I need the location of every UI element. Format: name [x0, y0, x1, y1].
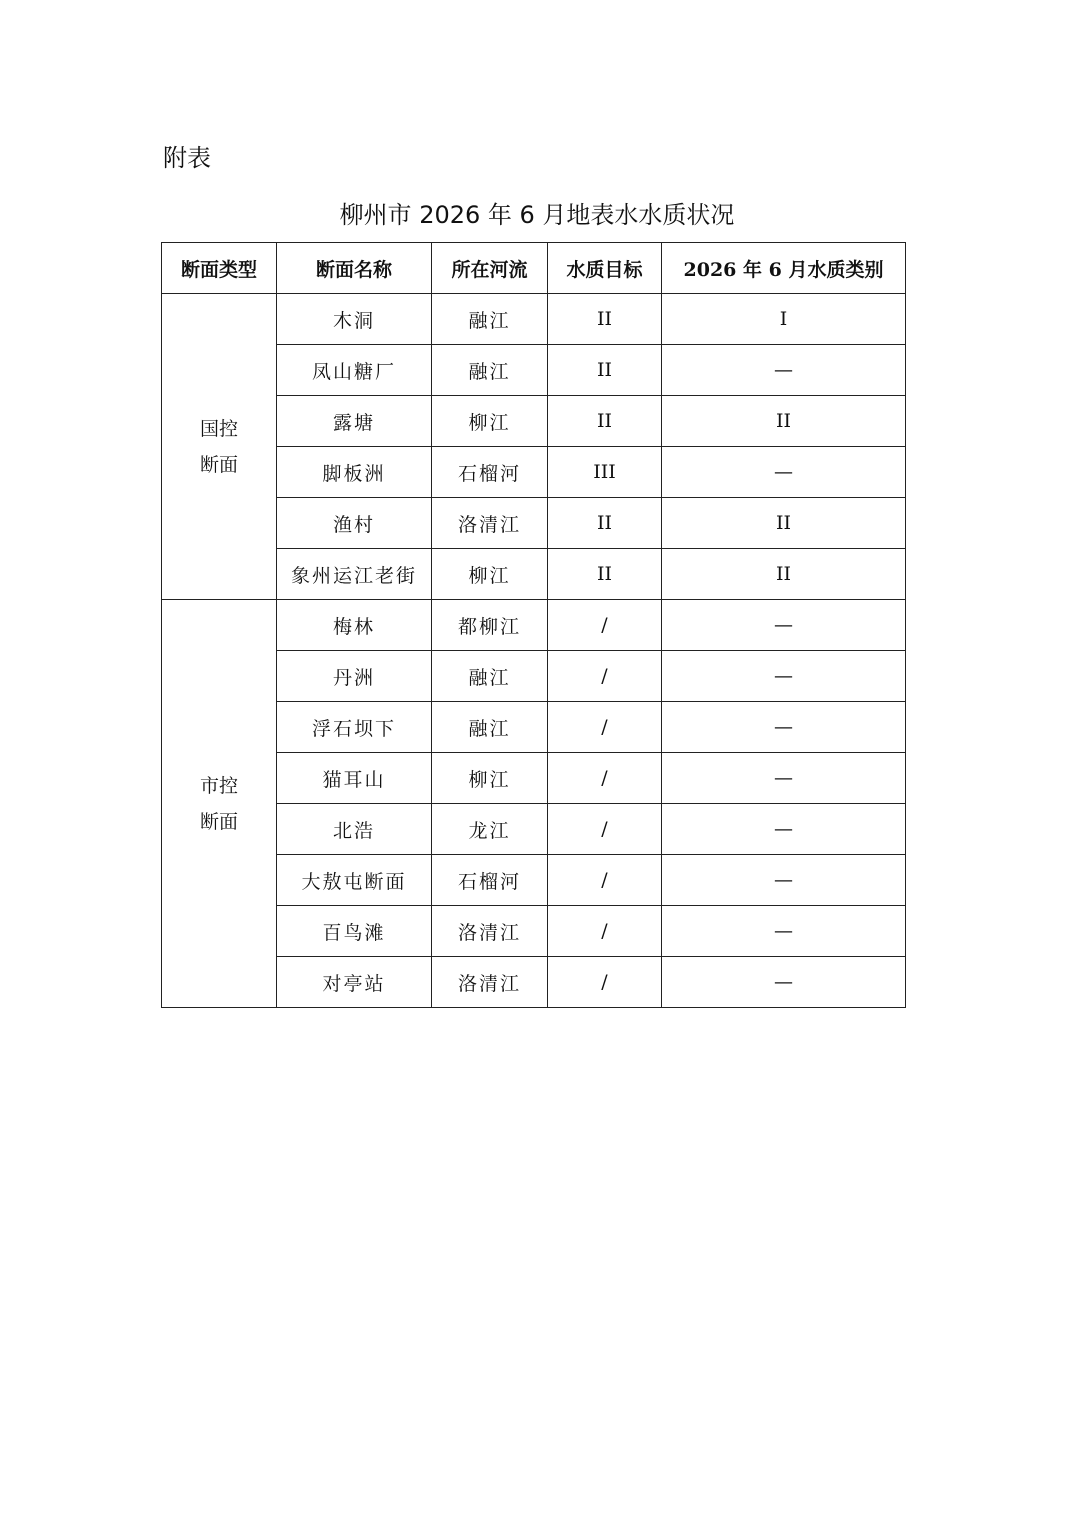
section-type-national: 国控 断面 — [162, 294, 277, 600]
category: — — [662, 957, 906, 1008]
river: 柳江 — [432, 396, 548, 447]
target: II — [548, 396, 662, 447]
section-name: 渔村 — [277, 498, 432, 549]
header-section-name: 断面名称 — [277, 243, 432, 294]
category: — — [662, 804, 906, 855]
header-section-type: 断面类型 — [162, 243, 277, 294]
section-name: 丹洲 — [277, 651, 432, 702]
category: — — [662, 855, 906, 906]
category: — — [662, 906, 906, 957]
header-category: 2026 年 6 月水质类别 — [662, 243, 906, 294]
section-name: 猫耳山 — [277, 753, 432, 804]
table-header-row — [162, 243, 906, 294]
section-name: 凤山糖厂 — [277, 345, 432, 396]
target: / — [548, 600, 662, 651]
target: II — [548, 345, 662, 396]
water-quality-table — [161, 242, 906, 1008]
header-target: 水质目标 — [548, 243, 662, 294]
target: II — [548, 294, 662, 345]
river: 都柳江 — [432, 600, 548, 651]
target: / — [548, 651, 662, 702]
target: III — [548, 447, 662, 498]
river: 洛清江 — [432, 498, 548, 549]
river: 洛清江 — [432, 957, 548, 1008]
category: — — [662, 345, 906, 396]
target: II — [548, 498, 662, 549]
table-row — [162, 294, 906, 345]
river: 石榴河 — [432, 447, 548, 498]
target: / — [548, 753, 662, 804]
target: / — [548, 906, 662, 957]
section-name: 浮石坝下 — [277, 702, 432, 753]
category: I — [662, 294, 906, 345]
category: — — [662, 702, 906, 753]
section-name: 象州运江老街 — [277, 549, 432, 600]
category: II — [662, 549, 906, 600]
river: 龙江 — [432, 804, 548, 855]
category: — — [662, 447, 906, 498]
table-row — [162, 600, 906, 651]
section-name: 木洞 — [277, 294, 432, 345]
river: 柳江 — [432, 549, 548, 600]
category: — — [662, 753, 906, 804]
section-name: 北浩 — [277, 804, 432, 855]
target: / — [548, 957, 662, 1008]
river: 洛清江 — [432, 906, 548, 957]
river: 融江 — [432, 651, 548, 702]
river: 柳江 — [432, 753, 548, 804]
target: / — [548, 702, 662, 753]
section-name: 梅林 — [277, 600, 432, 651]
target: II — [548, 549, 662, 600]
appendix-label: 附表 — [163, 144, 211, 172]
river: 融江 — [432, 345, 548, 396]
section-name: 百鸟滩 — [277, 906, 432, 957]
target: / — [548, 855, 662, 906]
category: II — [662, 498, 906, 549]
category: II — [662, 396, 906, 447]
river: 石榴河 — [432, 855, 548, 906]
table-title: 柳州市 2026 年 6 月地表水水质状况 — [339, 201, 735, 229]
target: / — [548, 804, 662, 855]
section-name: 露塘 — [277, 396, 432, 447]
category: — — [662, 651, 906, 702]
river: 融江 — [432, 702, 548, 753]
section-name: 对亭站 — [277, 957, 432, 1008]
section-name: 大敖屯断面 — [277, 855, 432, 906]
header-river: 所在河流 — [432, 243, 548, 294]
section-type-municipal: 市控 断面 — [162, 600, 277, 1008]
section-name: 脚板洲 — [277, 447, 432, 498]
river: 融江 — [432, 294, 548, 345]
category: — — [662, 600, 906, 651]
